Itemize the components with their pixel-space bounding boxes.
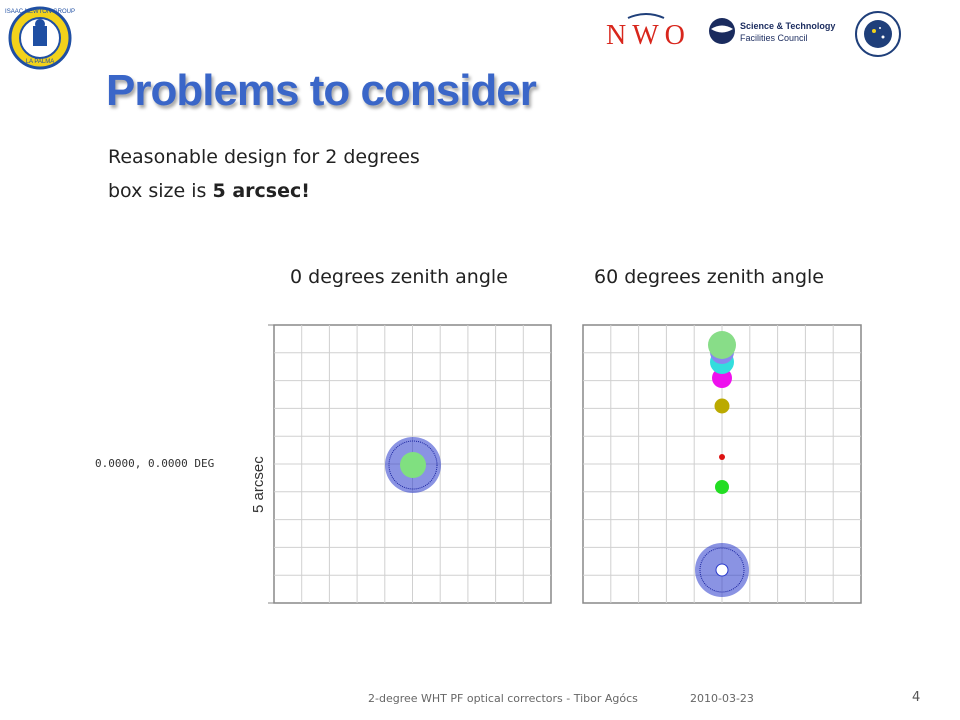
scale-label: 5 arcsec xyxy=(250,456,267,513)
slide-title: Problems to consider xyxy=(106,66,536,115)
iac-logo xyxy=(856,12,900,56)
body-line-2-emphasis: 5 arcsec! xyxy=(212,180,310,202)
stfc-line1: Science & Technology xyxy=(740,21,836,31)
body-line-1: Reasonable design for 2 degrees xyxy=(108,146,420,168)
stfc-logo xyxy=(709,18,835,44)
spot-green-core xyxy=(400,452,426,478)
spot-lightgreen xyxy=(708,331,736,359)
ing-logo xyxy=(5,8,75,68)
ing-logo-text: ISAAC NEWTON GROUP xyxy=(5,9,75,15)
nwo-logo-text: NWO xyxy=(606,20,691,51)
spot-olive xyxy=(715,399,730,414)
spot-diagram-right xyxy=(583,325,861,603)
field-coordinate-label: 0.0000, 0.0000 DEG xyxy=(95,457,215,470)
spot-red xyxy=(719,454,725,460)
page-number: 4 xyxy=(912,690,921,705)
right-column-label: 60 degrees zenith angle xyxy=(594,266,824,288)
footer-date: 2010-03-23 xyxy=(690,692,754,705)
footer-text: 2-degree WHT PF optical correctors - Tibor Agócs xyxy=(368,692,638,705)
body-line-2-prefix: box size is xyxy=(108,180,213,202)
nwo-logo xyxy=(606,14,691,51)
stfc-line2: Facilities Council xyxy=(740,33,808,43)
body-line-2 xyxy=(108,180,310,202)
left-column-label: 0 degrees zenith angle xyxy=(290,266,508,288)
spot-green xyxy=(715,480,729,494)
ing-logo-text-bottom: LA PALMA xyxy=(25,59,55,65)
spot-diagram-left xyxy=(268,325,551,603)
